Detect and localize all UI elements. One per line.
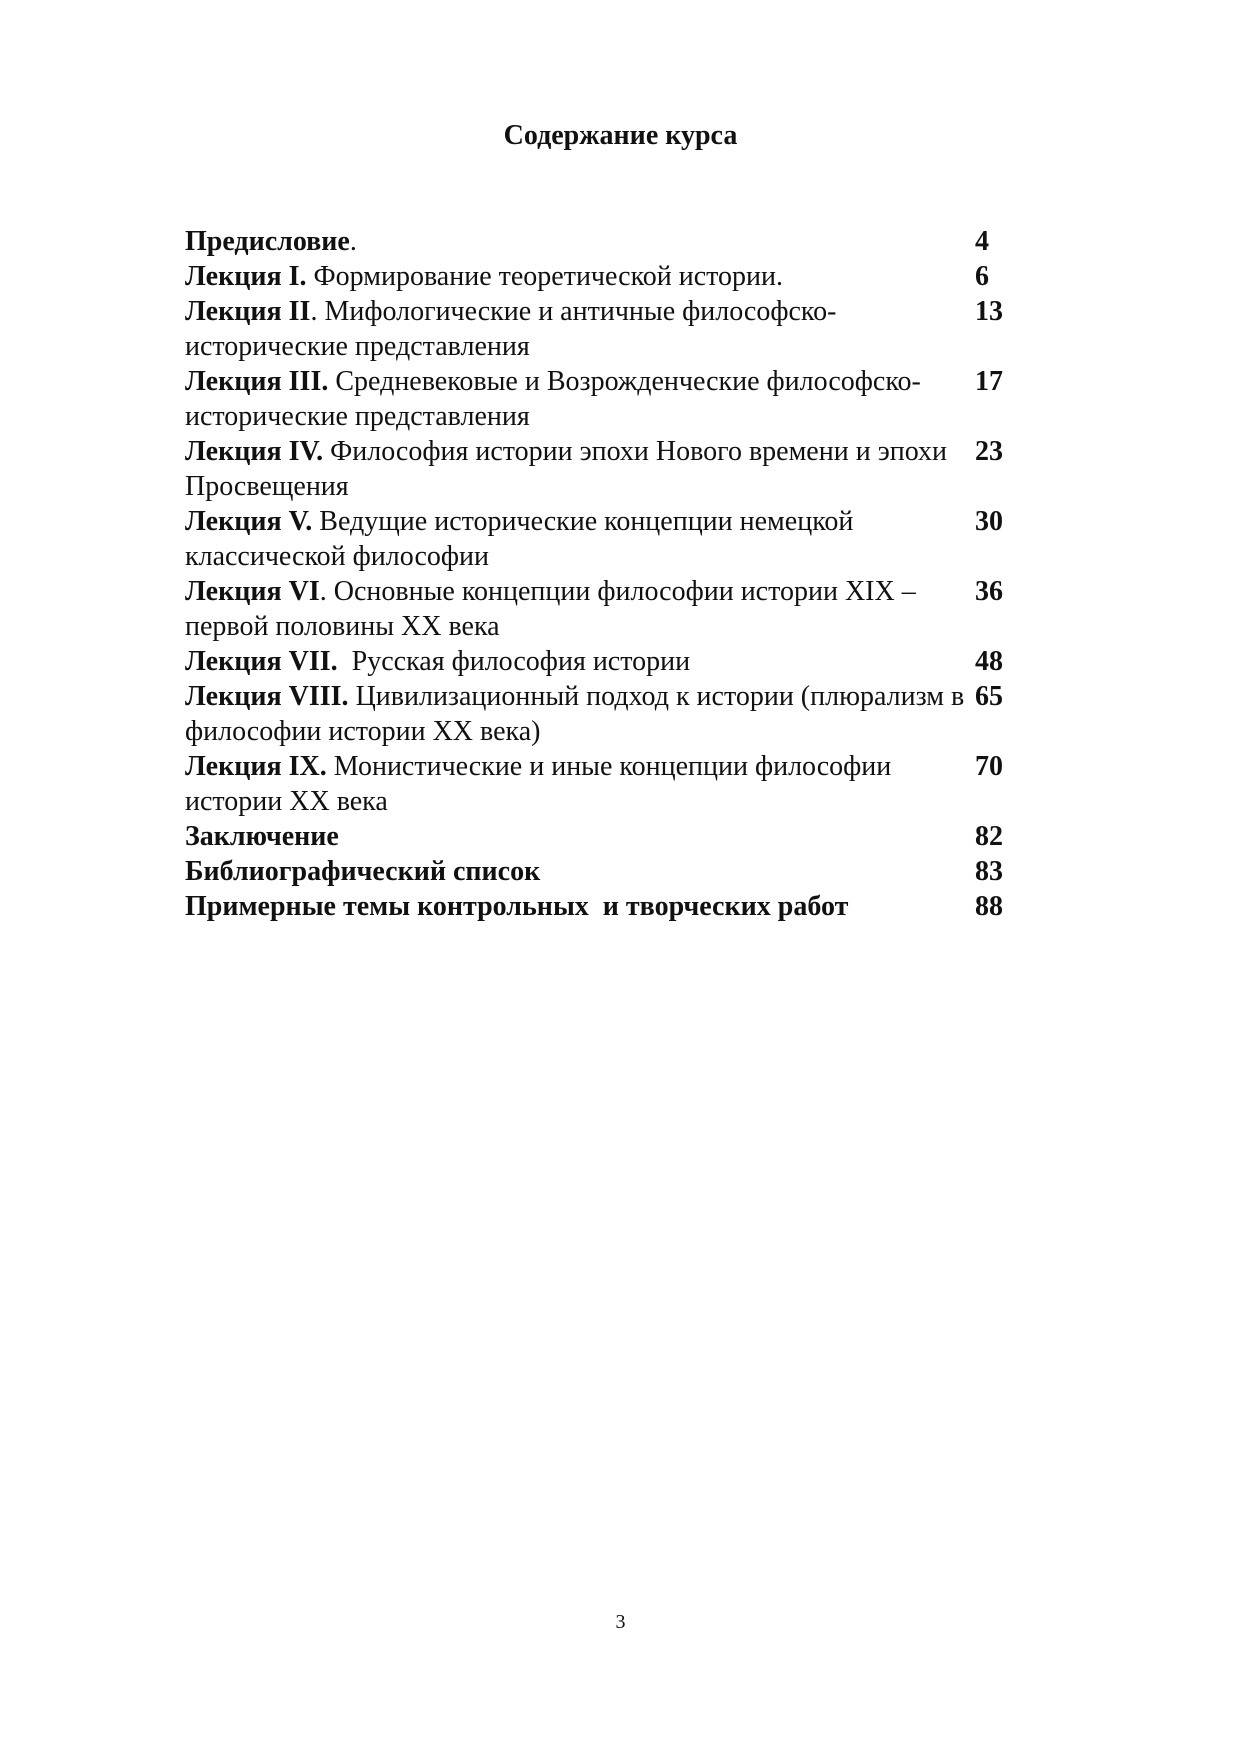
toc-entry-text: Русская философия истории [337, 646, 691, 677]
toc-entry-topics[interactable] [185, 889, 1015, 924]
toc-entry-lecture-4[interactable] [185, 434, 1015, 504]
toc-page-number: 88 [975, 891, 1003, 922]
toc-entry-lecture-1[interactable] [185, 259, 1015, 294]
toc-page-number: 82 [975, 821, 1003, 852]
toc-entry-lead: Лекция VI [185, 576, 320, 607]
toc-page-number: 65 [975, 681, 1003, 712]
toc-page-number: 6 [975, 261, 989, 292]
toc-page-number: 83 [975, 856, 1003, 887]
toc-entry-preface[interactable] [185, 224, 1015, 259]
toc-entry-text: Средневековые и Возрожденческие философско-исторические представления [185, 366, 921, 432]
toc-entry-text: Монистические и иные концепции философии истории XX века [185, 751, 892, 817]
toc-entry-lead: Примерные темы контрольных и творческих работ [185, 891, 849, 922]
toc-entry-text: Философия истории эпохи Нового времени и эпохи Просвещения [185, 436, 947, 502]
toc-page-number: 48 [975, 646, 1003, 677]
toc-entry-lead: Лекция VII. [185, 646, 338, 677]
toc-entry-bibliography[interactable] [185, 854, 1015, 889]
toc-entry-lead: Лекция V. [185, 506, 313, 537]
toc-entry-lecture-6[interactable] [185, 574, 1015, 644]
toc-entry-lead: Лекция III. [185, 366, 329, 397]
toc-page-number: 4 [975, 226, 989, 257]
toc-page-number: 17 [975, 366, 1003, 397]
toc-entry-lecture-3[interactable] [185, 364, 1015, 434]
toc-entry-lead: Лекция I. [185, 261, 307, 292]
toc-entry-lead: Лекция IV. [185, 436, 324, 467]
toc-entry-text: Ведущие исторические концепции немецкой классической философии [185, 506, 854, 572]
toc-entry-text: . Мифологические и античные философско-исторические представления [185, 296, 837, 362]
toc-entry-conclusion[interactable] [185, 819, 1015, 854]
toc-page-number: 36 [975, 576, 1003, 607]
toc-page-number: 13 [975, 296, 1003, 327]
toc-page-number: 70 [975, 751, 1003, 782]
toc-page-number: 23 [975, 436, 1003, 467]
toc-entry-lead: Лекция IX. [185, 751, 327, 782]
toc-page-number: 30 [975, 506, 1003, 537]
table-of-contents [185, 224, 1015, 924]
toc-entry-lead: Лекция VIII. [185, 681, 349, 712]
page-number: 3 [615, 1611, 626, 1633]
toc-entry-lecture-7[interactable] [185, 644, 1015, 679]
toc-entry-lead: Библиографический список [185, 856, 541, 887]
page-title: Содержание курса [503, 120, 738, 151]
toc-entry-lecture-2[interactable] [185, 294, 1015, 364]
toc-entry-lead: Предисловие [185, 226, 350, 257]
toc-entry-text: Формирование теоретической истории. [306, 261, 783, 292]
toc-entry-lecture-8[interactable] [185, 679, 1015, 749]
toc-entry-text: Цивилизационный подход к истории (плюрализм в философии истории XX века) [185, 681, 965, 747]
toc-entry-lead: Заключение [185, 821, 339, 852]
toc-entry-lecture-9[interactable] [185, 749, 1015, 819]
toc-entry-text: . [349, 226, 357, 257]
toc-entry-lead: Лекция II [185, 296, 311, 327]
toc-entry-lecture-5[interactable] [185, 504, 1015, 574]
toc-entry-text: . Основные концепции философии истории XIX – первой половины XX века [185, 576, 916, 642]
